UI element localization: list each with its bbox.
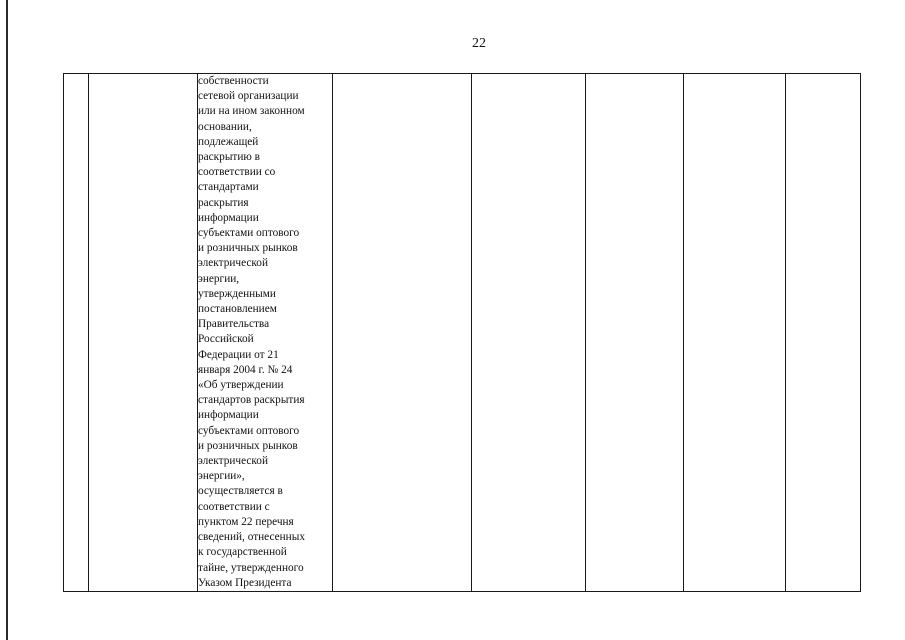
table-cell-col2: [89, 74, 198, 592]
table-cell-col8: [786, 74, 861, 592]
table-cell-col4: [333, 74, 472, 592]
table-cell-col7: [684, 74, 786, 592]
table-row: [64, 74, 861, 592]
page-number: 22: [472, 36, 486, 51]
table-cell-col5: [472, 74, 586, 592]
continuation-table: [63, 73, 861, 592]
table-cell-description: собственности сетевой организации или на ином законном основании, подлежащей раскрытию в соответствии со стандартами раскрытия информации субъектами оптового и розничных рынков электрической энергии, утвержденными постановлением Правительства Российской Федерации от 21 января 2004 г. № 24 «Об утверждении стандартов раскрытия информации субъектами оптового и розничных рынков электрической энергии», осуществляется в соответствии с пунктом 22 перечня сведений, отнесенных к государственной тайне, утвержденного Указом Президента: [198, 74, 333, 592]
table-cell-col6: [586, 74, 684, 592]
table-cell-col1: [64, 74, 89, 592]
scan-edge-line: [6, 0, 8, 640]
